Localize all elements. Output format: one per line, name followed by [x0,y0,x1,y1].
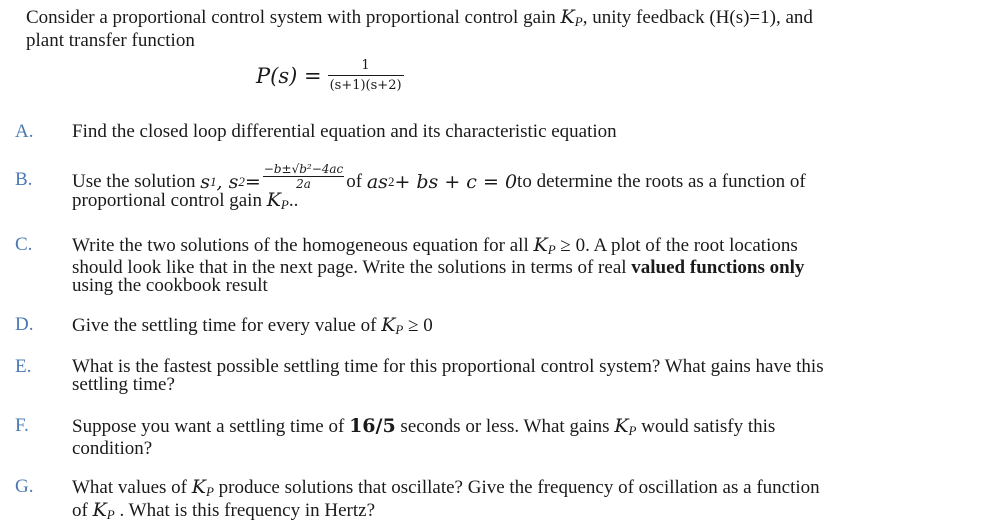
b-post: to determine the roots as a function of [517,171,806,192]
kp-subscript: P [574,14,583,29]
b-of: of [346,171,363,192]
question-f-line-1 [72,417,967,440]
question-b-line-2 [72,191,967,214]
g-post: produce solutions that oscillate? Give the frequency of oscillation as a function [213,477,820,498]
poly-as: as [366,171,388,193]
problem-intro [26,8,966,50]
f-post: would satisfy this [636,416,776,437]
kp-symbol: K [191,476,206,498]
equals-sign: = [244,171,261,193]
g-line2-post: . What is this frequency in Hertz? [114,500,376,521]
question-e-line-1: What is the fastest possible settling time for this proportional control system? What gains have this [72,356,824,377]
formula-fraction [328,58,404,93]
g-line2-pre: of [72,500,93,521]
question-b-line-1 [72,163,967,191]
kp-symbol: K [560,6,575,28]
settling-time-value: 16/5 [349,415,396,437]
question-text: Find the closed loop differential equation and its characteristic equation [72,121,617,142]
question-letter: E. [15,356,32,377]
poly-rest: + bs + c = 0 [394,171,518,193]
b-pre: Use the solution [72,171,196,192]
formula-lhs: P(s) = [256,63,322,88]
b-line2: proportional control gain [72,190,267,211]
c-line1-pre: Write the two solutions of the homogeneous equation for all [72,235,534,256]
question-text [72,236,967,295]
d-pre: Give the settling time for every value of [72,315,382,336]
formula-denominator: (s+1)(s+2) [328,75,404,93]
question-letter: F. [15,415,29,436]
intro-text-1: Consider a proportional control system with proportional control gain [26,7,561,28]
question-text [72,478,967,524]
question-g-line-1 [72,478,967,501]
kp-symbol: K [614,415,629,437]
kp-symbol: K [92,499,107,521]
kp-subscript: P [280,197,289,212]
question-letter: D. [15,314,34,335]
question-letter: A. [15,121,34,142]
c-line2-bold: valued functions only [631,257,805,278]
question-letter: G. [15,476,34,497]
c-line1-post: ≥ 0. A plot of the root locations [555,235,798,256]
kp-symbol: K [381,314,396,336]
quadratic-denominator: 2a [296,177,311,191]
intro-text-2: , unity feedback (H(s)=1), and [582,7,813,28]
b-line2-end: .. [288,190,299,211]
question-e-line-2: settling time? [72,374,175,395]
transfer-function-formula [256,58,404,93]
formula-numerator: 1 [361,58,370,73]
intro-line-2: plant transfer function [26,30,195,51]
question-g-line-2 [72,501,967,524]
kp-subscript: P [628,423,637,438]
question-text [72,358,967,394]
question-text [72,316,967,339]
s2-subscript: 2 [238,174,245,189]
question-c-line-3: using the cookbook result [72,275,268,296]
quadratic-formula [263,162,345,191]
question-letter: C. [15,234,33,255]
s1-symbol: s [200,171,211,193]
s1-subscript: 1 [210,174,217,189]
question-text [72,163,967,214]
kp-subscript: P [106,507,115,522]
g-pre: What values of [72,477,192,498]
question-text [72,417,967,458]
kp-subscript: P [205,484,214,499]
question-c-line-1 [72,236,967,259]
intro-line-1 [26,8,966,31]
d-post: ≥ 0 [403,315,433,336]
s2-symbol: , s [216,171,239,193]
poly-superscript: 2 [387,174,395,189]
f-pre: Suppose you want a settling time of [72,416,350,437]
f-mid: seconds or less. What gains [395,416,615,437]
question-letter: B. [15,169,33,190]
c-line2-pre: should look like that in the next page. Write the solutions in terms of real [72,257,632,278]
kp-symbol: K [266,189,281,211]
question-f-line-2: condition? [72,438,153,459]
kp-subscript: P [395,322,404,337]
kp-symbol: K [533,234,548,256]
kp-subscript: P [547,242,556,257]
quadratic-numerator: −b±√b²−4ac [263,162,344,176]
